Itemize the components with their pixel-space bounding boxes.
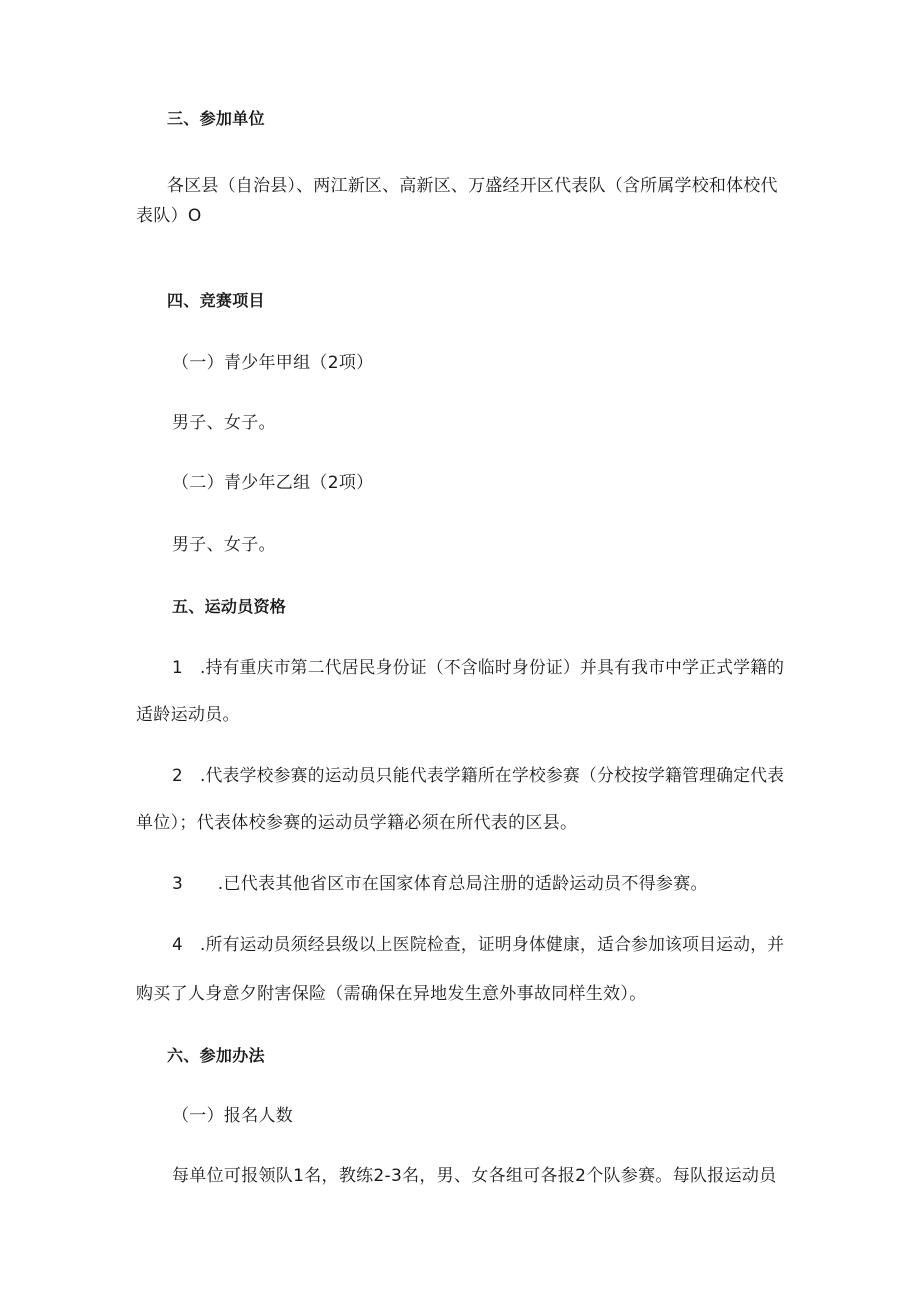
qualification-item-3-line-1: 3 .已代表其他省区市在国家体育总局注册的适龄运动员不得参赛。 — [172, 874, 708, 894]
section-5-heading: 五、运动员资格 — [172, 597, 287, 616]
section-3-heading: 三、参加单位 — [167, 109, 265, 128]
section-3-paragraph-line-2: 表队）O — [136, 206, 202, 226]
section-3-paragraph-line-1: 各区县（自治县）、两江新区、高新区、万盛经开区代表队（含所属学校和体校代 — [167, 176, 778, 196]
subsection-1-title: （一）报名人数 — [172, 1106, 294, 1126]
group-1-body: 男子、女子。 — [172, 413, 276, 433]
subsection-1-line-1: 每单位可报领队1名，教练2-3名，男、女各组可各报2个队参赛。每队报运动员 — [172, 1166, 777, 1186]
qualification-item-1-line-1: 1 .持有重庆市第二代居民身份证（不含临时身份证）并具有我市中学正式学籍的 — [172, 658, 785, 678]
section-6-heading: 六、参加办法 — [167, 1046, 265, 1065]
qualification-item-4-line-1: 4 .所有运动员须经县级以上医院检查，证明身体健康，适合参加该项目运动，并 — [172, 935, 785, 955]
qualification-item-2-line-1: 2 .代表学校参赛的运动员只能代表学籍所在学校参赛（分校按学籍管理确定代表 — [172, 766, 785, 786]
group-2-body: 男子、女子。 — [172, 535, 276, 555]
group-1-title: （一）青少年甲组（2项） — [172, 353, 374, 373]
group-2-title: （二）青少年乙组（2项） — [172, 473, 374, 493]
section-4-heading: 四、竞赛项目 — [167, 291, 265, 310]
qualification-item-4-line-2: 购买了人身意夕附害保险（需确保在异地发生意外事故同样生效）。 — [136, 984, 647, 1004]
qualification-item-1-line-2: 适龄运动员。 — [136, 705, 240, 725]
qualification-item-2-line-2: 单位）；代表体校参赛的运动员学籍必须在所代表的区县。 — [136, 813, 578, 833]
